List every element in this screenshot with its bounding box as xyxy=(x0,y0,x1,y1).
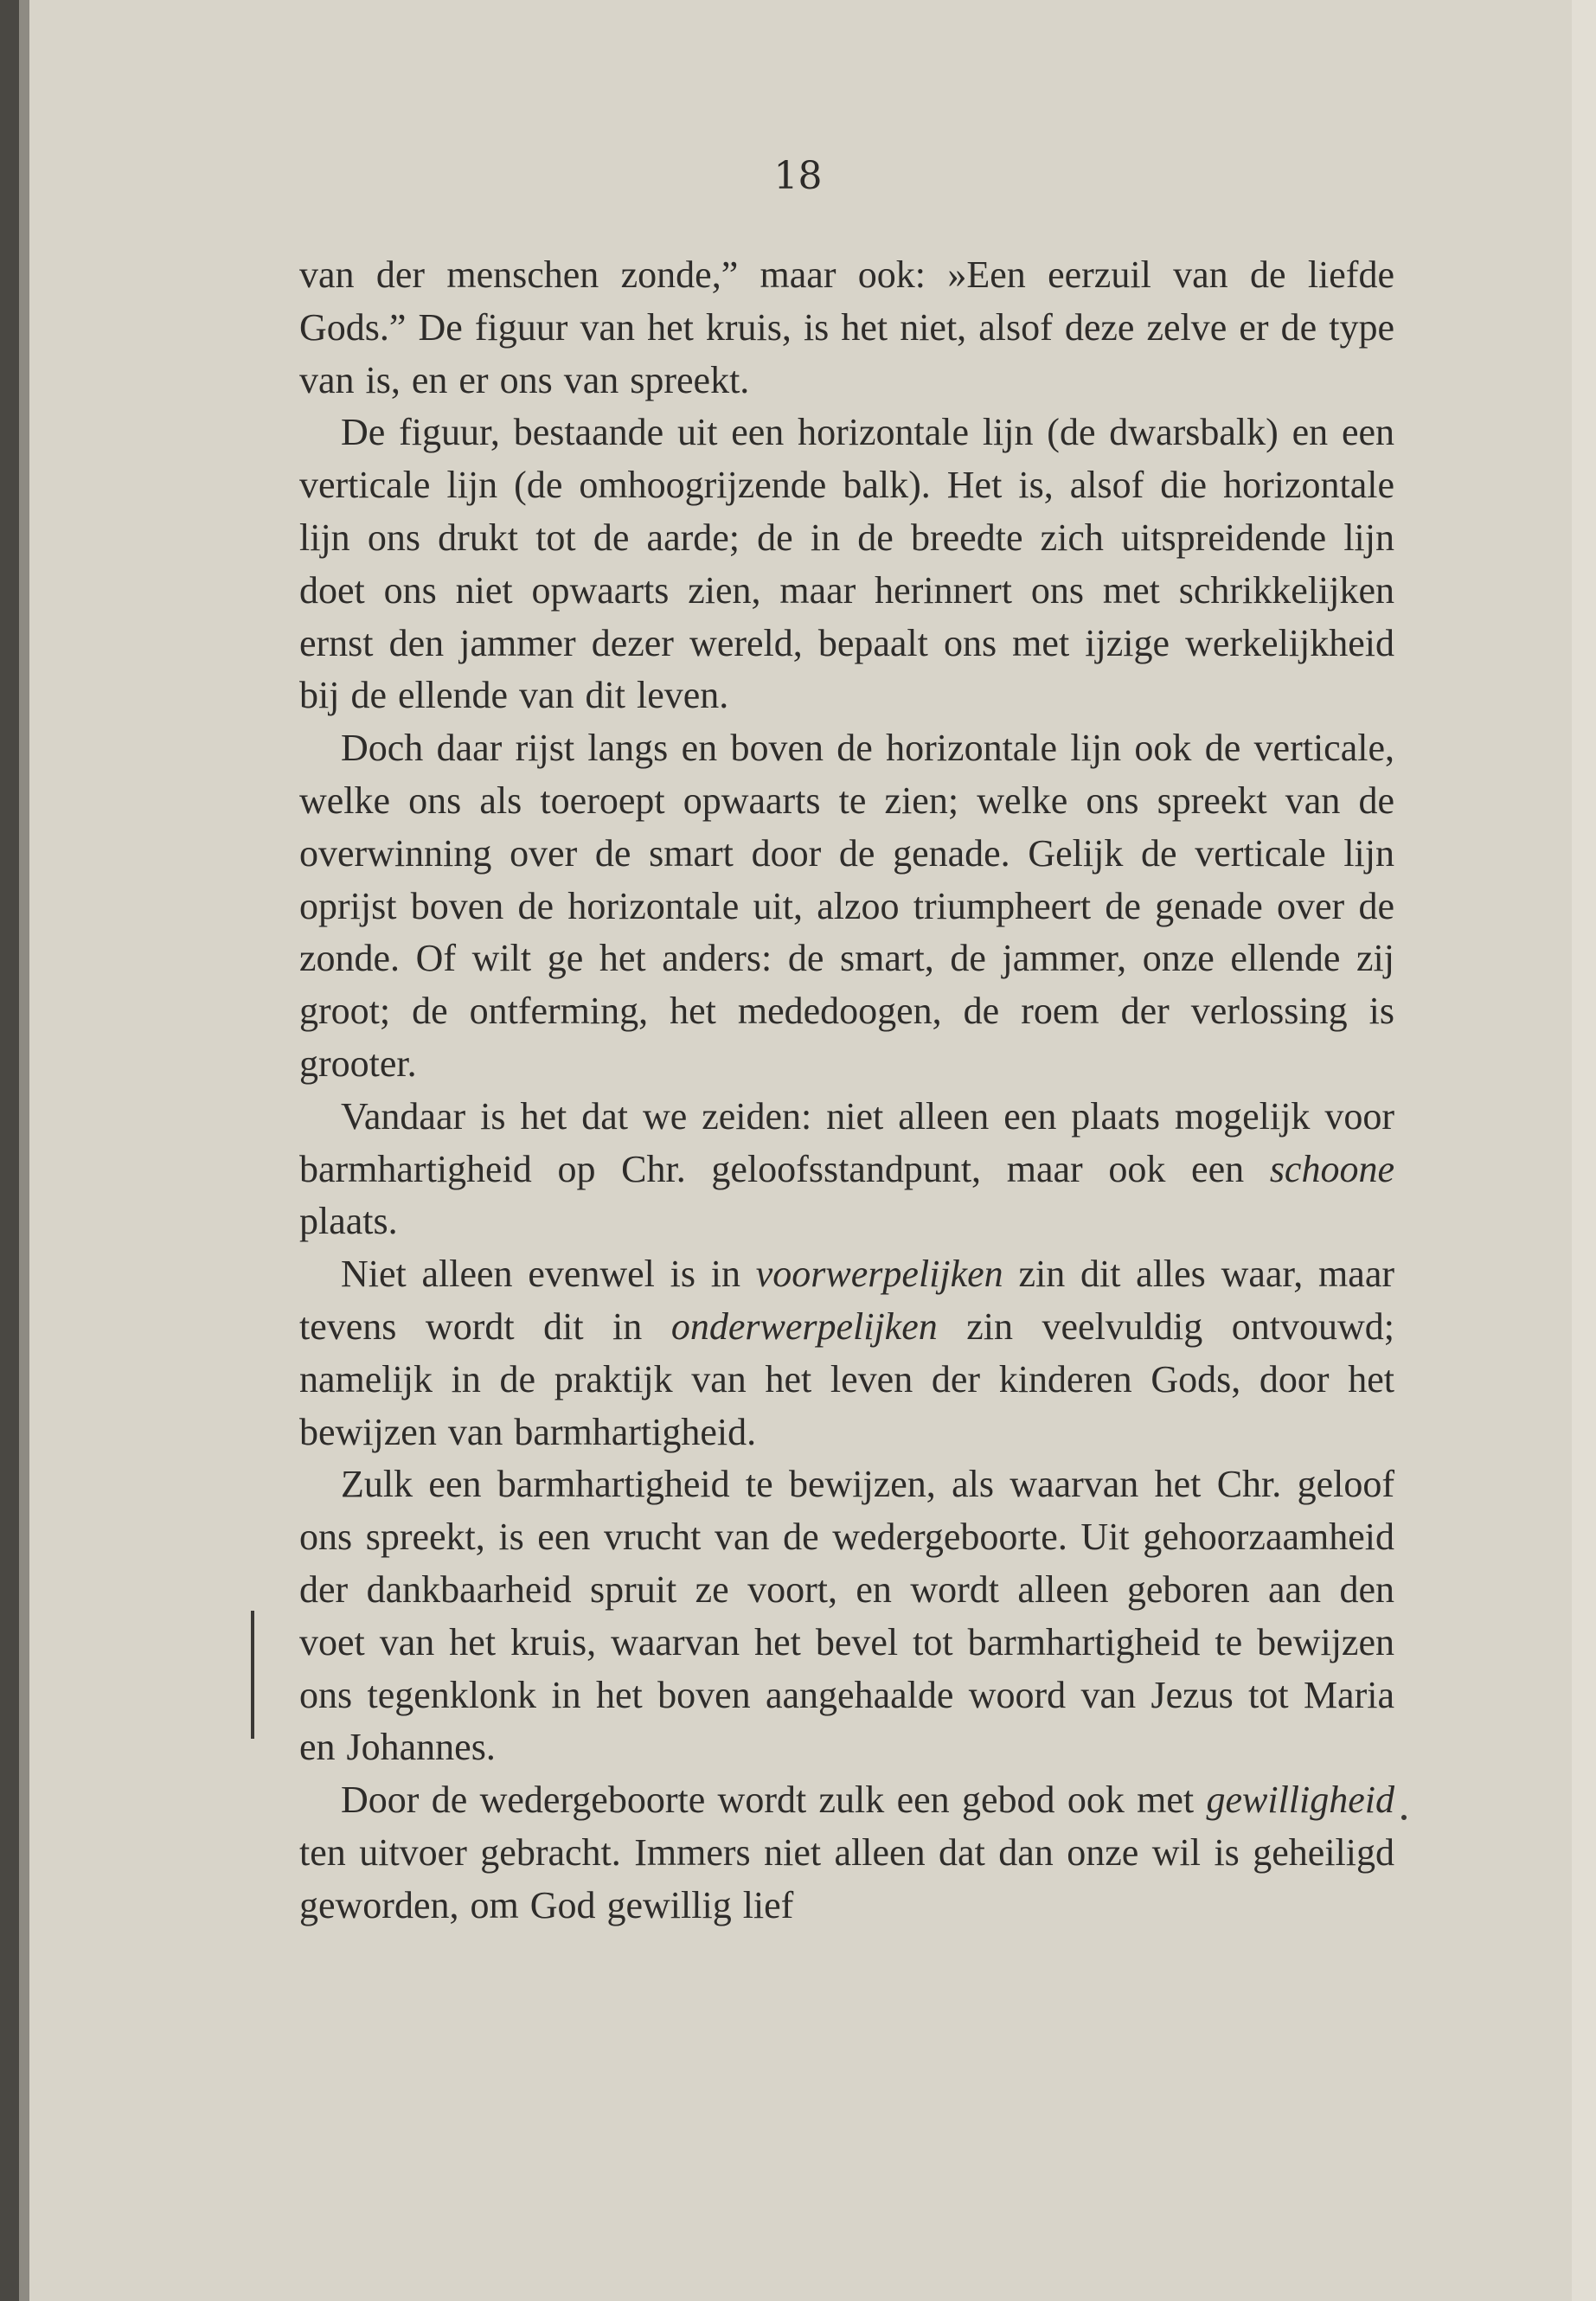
text-run: zin veelvuldig ontvouwd; namelijk in de praktijk van het leven der kinderen Gods, door het bewijzen van barmhartigheid. xyxy=(299,1304,1394,1453)
text-run: Vandaar is het dat we zeiden: niet alleen een plaats mogelijk voor barmhartigheid op Chr. geloofsstandpunt, maar ook een xyxy=(299,1094,1394,1190)
emphasized-text: voorwerpelijken xyxy=(755,1253,1003,1296)
paragraph xyxy=(299,1248,1394,1458)
paragraph xyxy=(299,407,1394,722)
paragraph xyxy=(299,249,1394,407)
paragraph xyxy=(299,1458,1394,1774)
text-run: De figuur, bestaande uit een horizontale lijn (de dwarsbalk) en een verticale lijn (de omhoogrijzende balk). Het is, alsof die horizontale lijn ons drukt tot de aarde; de in de breedte zich uitspreidende lijn doet ons niet opwaarts zien, maar herinnert ons met schrikkelijken ernst den jammer dezer wereld, bepaalt ons met ijzige werkelijkheid bij de ellende van dit leven. xyxy=(299,411,1394,717)
emphasized-text: onderwerpelijken xyxy=(670,1304,938,1348)
text-run: Door de wedergeboorte wordt zulk een gebod ook met xyxy=(341,1779,1207,1822)
text-run: van der menschen zonde,” maar ook: »Een eerzuil van de liefde Gods.” De figuur van het kruis, is het niet, alsof deze zelve er de type van is, en er ons van spreekt. xyxy=(299,253,1394,401)
book-spine-shadow xyxy=(0,0,19,2301)
margin-dot-mark xyxy=(1401,1815,1407,1820)
text-run: Doch daar rijst langs en boven de horizontale lijn ook de verticale, welke ons als toeroept opwaarts te zien; welke ons spreekt van de overwinning over de smart door de genade. Gelijk de verticale lijn oprijst boven de horizontale uit, alzoo triumpheert de genade over de zonde. Of wilt ge het anders: de smart, de jammer, onze ellende zij groot; de ontferming, het mededoogen, de roem der verlossing is grooter. xyxy=(299,727,1394,1085)
paragraph xyxy=(299,1774,1394,1932)
text-run: Niet alleen evenwel is in xyxy=(341,1253,756,1296)
paragraph xyxy=(299,1091,1394,1248)
text-run: Zulk een barmhartigheid te bewijzen, als waarvan het Chr. geloof ons spreekt, is een vrucht van de wedergeboorte. Uit gehoorzaamheid der dankbaarheid spruit ze voort, en wordt alleen geboren aan den voet van het kruis, waarvan het bevel tot barmhartigheid te bewijzen ons tegenklonk in het boven aangehaalde woord van Jezus tot Maria en Johannes. xyxy=(299,1463,1394,1769)
page-number: 18 xyxy=(773,154,823,198)
emphasized-text: gewilligheid xyxy=(1206,1779,1394,1822)
body-text xyxy=(299,249,1394,1932)
book-spine-edge xyxy=(19,0,29,2301)
text-run: ten uitvoer gebracht. Immers niet alleen dat dan onze wil is geheiligd geworden, om God gewillig lief xyxy=(299,1830,1394,1926)
emphasized-text: schoone xyxy=(1269,1147,1394,1190)
text-run: zin dit alles waar, maar tevens wordt dit in xyxy=(299,1253,1394,1348)
paragraph xyxy=(299,722,1394,1091)
margin-pencil-mark xyxy=(251,1611,254,1739)
page-right-edge xyxy=(1572,0,1596,2301)
text-run: plaats. xyxy=(299,1200,398,1243)
